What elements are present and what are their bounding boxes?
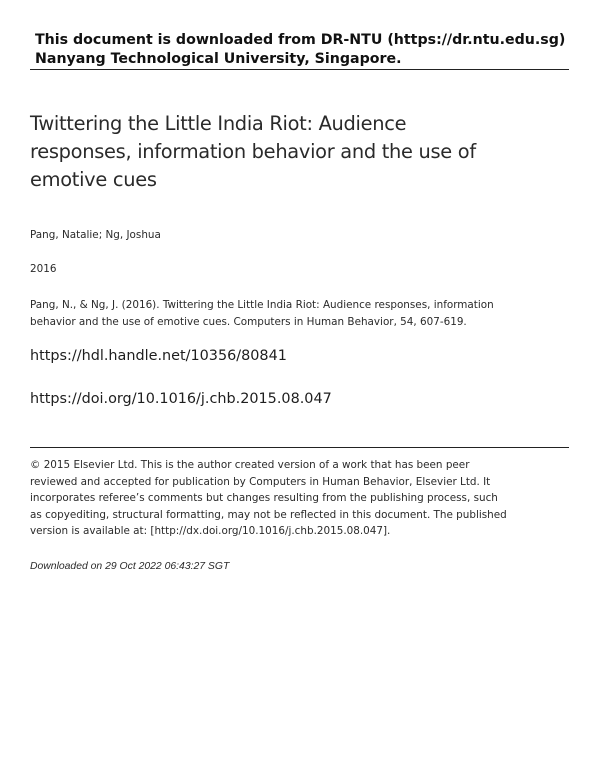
citation-line: behavior and the use of emotive cues. Computers in Human Behavior, 54, 607-619. bbox=[30, 315, 467, 328]
notice-line: version is available at: [http://dx.doi.org/10.1016/j.chb.2015.08.047]. bbox=[30, 525, 391, 538]
title-line: emotive cues bbox=[30, 168, 157, 191]
header-divider bbox=[30, 69, 569, 70]
download-timestamp: Downloaded on 29 Oct 2022 06:43:27 SGT bbox=[30, 561, 230, 572]
notice-line: incorporates referee’s comments but changes resulting from the publishing process, such bbox=[30, 492, 498, 505]
notice-line: reviewed and accepted for publication by Computers in Human Behavior, Elsevier Ltd. It bbox=[30, 475, 491, 488]
citation-line: Pang, N., & Ng, J. (2016). Twittering the Little India Riot: Audience responses, information bbox=[30, 299, 494, 311]
header-institution-line: Nanyang Technological University, Singapore. bbox=[35, 51, 402, 67]
notice-divider bbox=[30, 447, 569, 448]
notice-line: © 2015 Elsevier Ltd. This is the author created version of a work that has been peer bbox=[30, 459, 470, 471]
repository-header bbox=[35, 31, 575, 69]
copyright-notice bbox=[30, 457, 570, 540]
title-line: responses, information behavior and the use of bbox=[30, 140, 476, 163]
citation bbox=[30, 297, 550, 330]
header-source-line: This document is downloaded from DR-NTU (https://dr.ntu.edu.sg) bbox=[35, 32, 566, 48]
document-title bbox=[30, 110, 550, 194]
publication-year: 2016 bbox=[30, 263, 57, 275]
authors: Pang, Natalie; Ng, Joshua bbox=[30, 229, 161, 241]
notice-line: as copyediting, structural formatting, may not be reflected in this document. The published bbox=[30, 508, 507, 521]
doi-link[interactable]: https://doi.org/10.1016/j.chb.2015.08.047 bbox=[30, 391, 332, 407]
title-line: Twittering the Little India Riot: Audience bbox=[30, 112, 407, 135]
handle-link[interactable]: https://hdl.handle.net/10356/80841 bbox=[30, 348, 287, 364]
